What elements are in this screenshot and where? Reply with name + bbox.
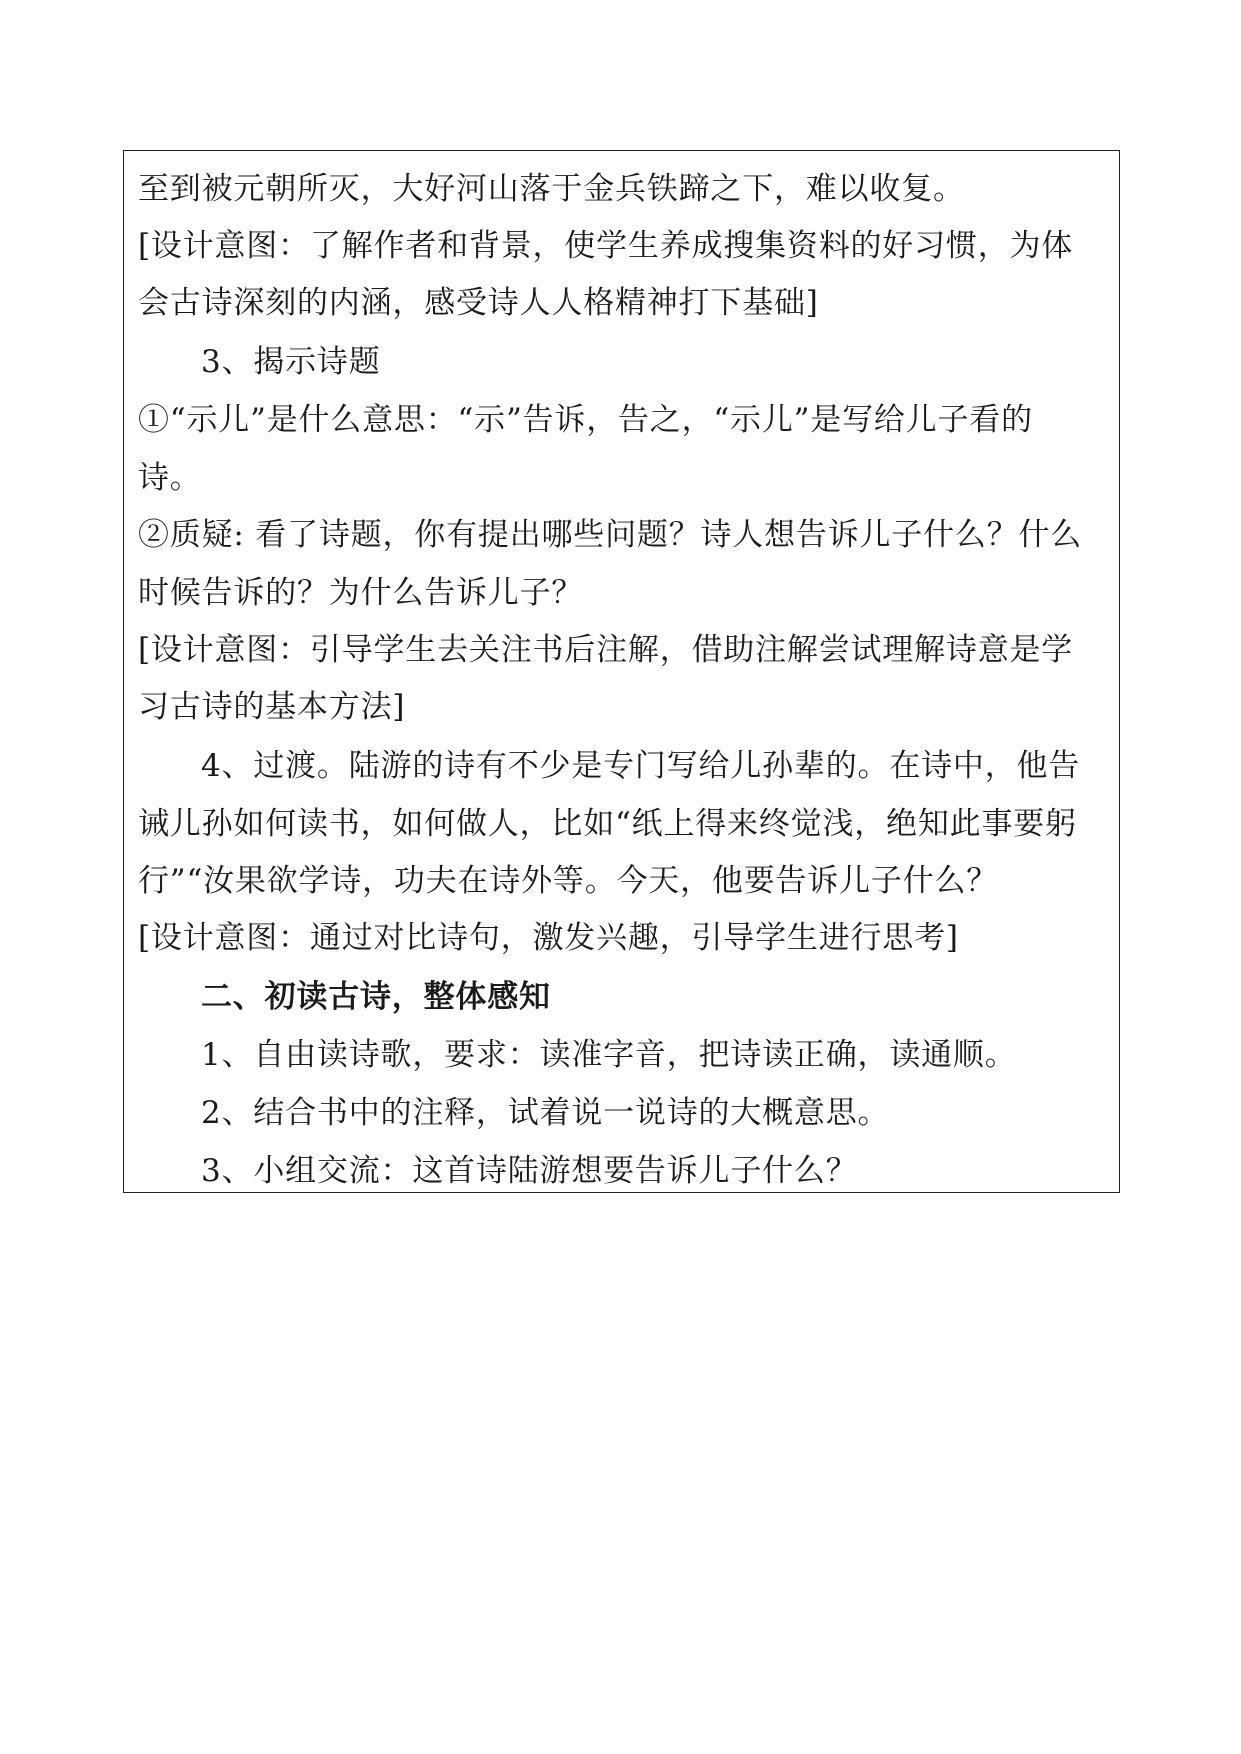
step-line: 1、自由读诗歌，要求：读准字音，把诗读正确，读通顺。 <box>201 1037 1017 1073</box>
design-intent-line: [设计意图：通过对比诗句，激发兴趣，引导学生进行思考] <box>138 920 959 956</box>
design-intent-line: [设计意图：了解作者和背景，使学生养成搜集资料的好习惯，为体 <box>138 228 1074 264</box>
text-line: 诫儿孙如何读书，如何做人，比如“纸上得来终觉浅，绝知此事要躬 <box>138 806 1077 842</box>
text-line: ①“示儿”是什么意思：“示”告诉，告之，“示儿”是写给儿子看的 <box>138 402 1033 438</box>
text-line: 4、过渡。陆游的诗有不少是专门写给儿孙辈的。在诗中，他告 <box>201 748 1081 784</box>
design-intent-line: 习古诗的基本方法] <box>138 689 406 725</box>
step-heading: 3、揭示诗题 <box>201 344 381 380</box>
text-line: 至到被元朝所灭，大好河山落于金兵铁蹄之下，难以收复。 <box>138 171 965 207</box>
text-line: ②质疑: 看了诗题，你有提出哪些问题？诗人想告诉儿子什么？什么 <box>138 517 1083 553</box>
design-intent-line: [设计意图：引导学生去关注书后注解，借助注解尝试理解诗意是学 <box>138 632 1074 668</box>
document-table-cell <box>123 150 1120 1193</box>
step-line: 2、结合书中的注释，试着说一说诗的大概意思。 <box>201 1095 890 1131</box>
text-line: 时候告诉的？为什么告诉儿子？ <box>138 575 584 611</box>
section-heading: 二、初读古诗，整体感知 <box>201 979 551 1015</box>
design-intent-line: 会古诗深刻的内涵，感受诗人人格精神打下基础] <box>138 285 819 321</box>
text-line: 行”“汝果欲学诗，功夫在诗外等。今天，他要告诉儿子什么？ <box>138 863 999 899</box>
text-line: 诗。 <box>138 460 202 496</box>
step-line: 3、小组交流：这首诗陆游想要告诉儿子什么？ <box>201 1153 858 1189</box>
